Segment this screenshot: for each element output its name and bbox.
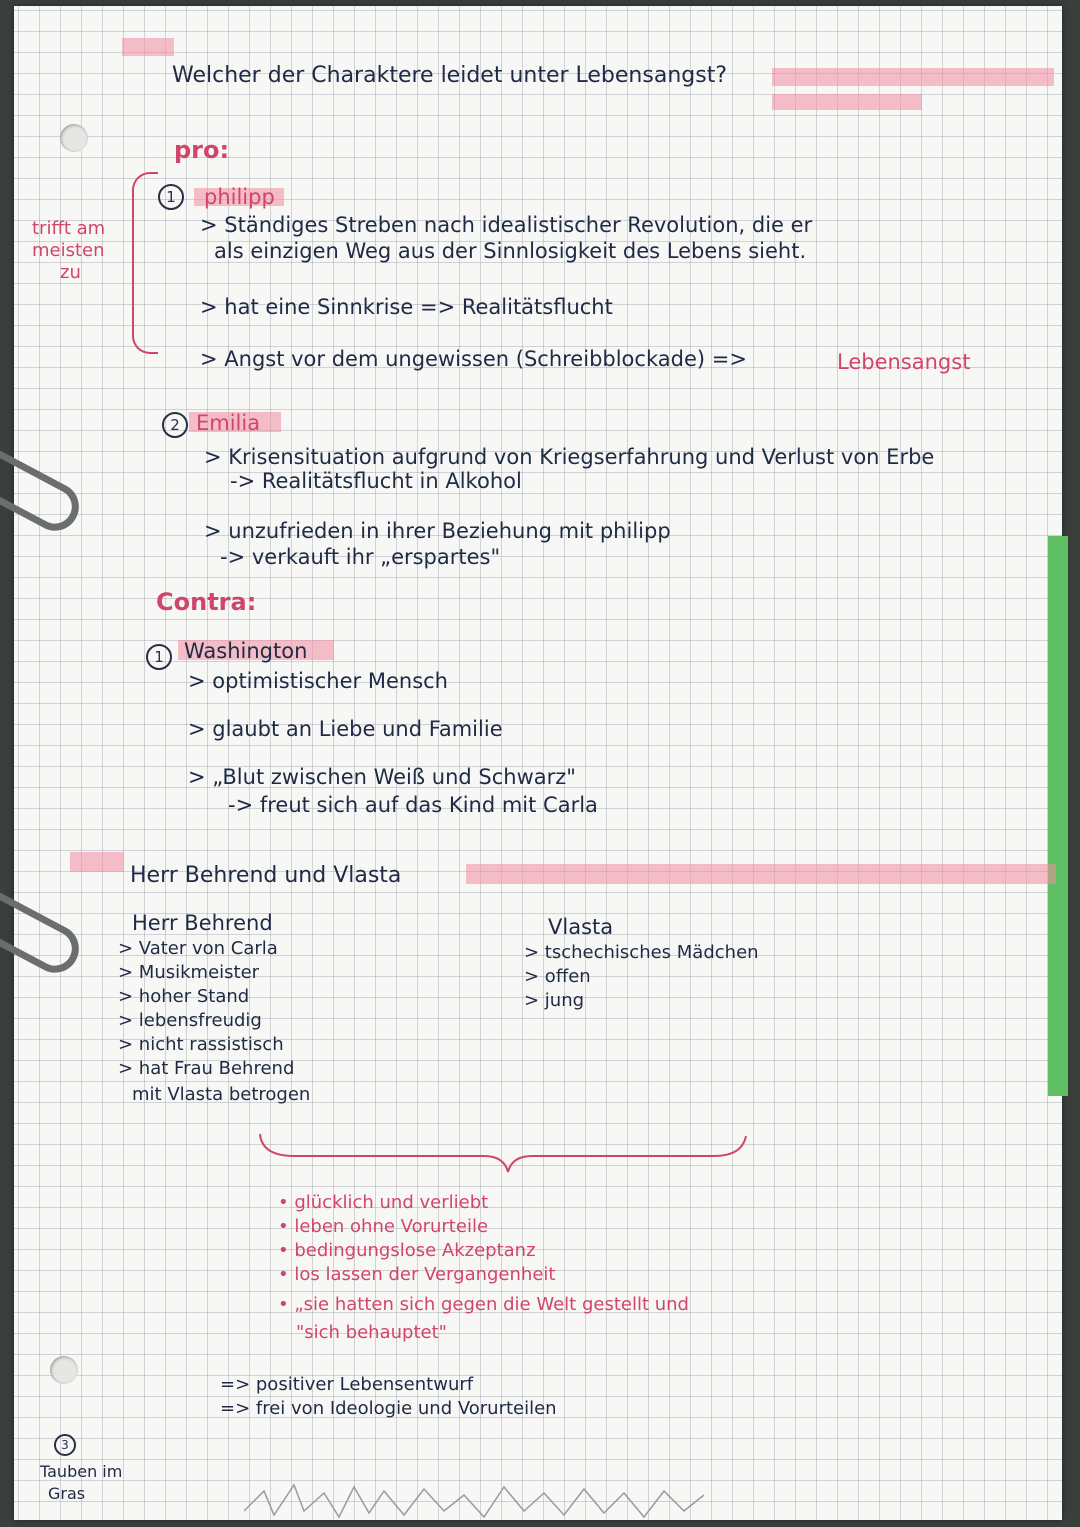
vlasta-name: Vlasta xyxy=(548,915,614,939)
vlasta-line: > jung xyxy=(524,990,585,1011)
shared-bullet: • leben ohne Vorurteile xyxy=(278,1216,489,1237)
contra-label: Contra: xyxy=(156,588,257,616)
footer-note-line: Gras xyxy=(48,1484,86,1503)
washington-line: > glaubt an Liebe und Familie xyxy=(188,717,503,741)
shared-bullet: "sich behauptet" xyxy=(296,1322,447,1343)
punch-hole xyxy=(50,1356,78,1384)
washington-name: Washington xyxy=(184,639,308,663)
title-highlight xyxy=(772,94,922,110)
shared-bullet: • glücklich und verliebt xyxy=(278,1192,489,1213)
behrend-line: > Vater von Carla xyxy=(118,938,278,959)
section-highlight xyxy=(466,864,1056,884)
behrend-name: Herr Behrend xyxy=(132,911,273,935)
philipp-line: als einzigen Weg aus der Sinnlosigkeit des Lebens sieht. xyxy=(214,239,807,263)
number-circle-3: 3 xyxy=(54,1434,76,1456)
behrend-line: > lebensfreudig xyxy=(118,1010,262,1031)
behrend-line: mit Vlasta betrogen xyxy=(132,1084,311,1105)
section-highlight xyxy=(70,852,124,872)
side-note-line: meisten xyxy=(32,240,105,261)
conclusion-line: => frei von Ideologie und Vorurteilen xyxy=(220,1398,557,1419)
shared-bullet: • bedingungslose Akzeptanz xyxy=(278,1240,536,1261)
emilia-line: -> Realitätsflucht in Alkohol xyxy=(230,469,522,493)
philipp-line: > Ständiges Streben nach idealistischer Revolution, die er xyxy=(200,213,813,237)
curly-brace xyxy=(254,1126,754,1176)
behrend-line: > nicht rassistisch xyxy=(118,1034,284,1055)
emilia-line: -> verkauft ihr „erspartes" xyxy=(220,545,501,569)
behrend-line: > hoher Stand xyxy=(118,986,250,1007)
vlasta-line: > offen xyxy=(524,966,591,987)
behrend-line: > hat Frau Behrend xyxy=(118,1058,295,1079)
torn-paper-fringe xyxy=(244,1481,704,1521)
title-highlight xyxy=(122,38,174,56)
green-divider-tab xyxy=(1048,536,1068,1096)
vlasta-line: > tschechisches Mädchen xyxy=(524,942,759,963)
emilia-line: > Krisensituation aufgrund von Kriegserfahrung und Verlust von Erbe xyxy=(204,445,935,469)
side-note-line: trifft am xyxy=(32,218,106,239)
philipp-name: philipp xyxy=(204,185,275,209)
title-highlight xyxy=(772,68,1054,86)
number-circle-2: 2 xyxy=(162,412,188,438)
shared-bullet: • „sie hatten sich gegen die Welt gestellt und xyxy=(278,1294,689,1315)
emilia-name: Emilia xyxy=(196,411,261,435)
conclusion-line: => positiver Lebensentwurf xyxy=(220,1374,474,1395)
page-title: Welcher der Charaktere leidet unter Lebensangst? xyxy=(172,63,727,88)
behrend-line: > Musikmeister xyxy=(118,962,260,983)
number-circle-1: 1 xyxy=(146,644,172,670)
washington-line: > „Blut zwischen Weiß und Schwarz" xyxy=(188,765,576,789)
pro-bracket xyxy=(132,172,158,354)
washington-line: -> freut sich auf das Kind mit Carla xyxy=(228,793,598,817)
shared-bullet: • los lassen der Vergangenheit xyxy=(278,1264,556,1285)
footer-note-line: Tauben im xyxy=(40,1462,123,1481)
philipp-line: > Angst vor dem ungewissen (Schreibblockade) => xyxy=(200,347,747,371)
punch-hole xyxy=(60,124,88,152)
side-note-line: zu xyxy=(60,262,81,283)
number-circle-1: 1 xyxy=(158,184,184,210)
notebook-page xyxy=(14,6,1062,1520)
washington-line: > optimistischer Mensch xyxy=(188,669,448,693)
section-heading: Herr Behrend und Vlasta xyxy=(130,863,402,888)
emilia-line: > unzufrieden in ihrer Beziehung mit philipp xyxy=(204,519,671,543)
pro-label: pro: xyxy=(174,136,230,164)
philipp-line: > hat eine Sinnkrise => Realitätsflucht xyxy=(200,295,613,319)
lebensangst-label: Lebensangst xyxy=(837,350,971,374)
